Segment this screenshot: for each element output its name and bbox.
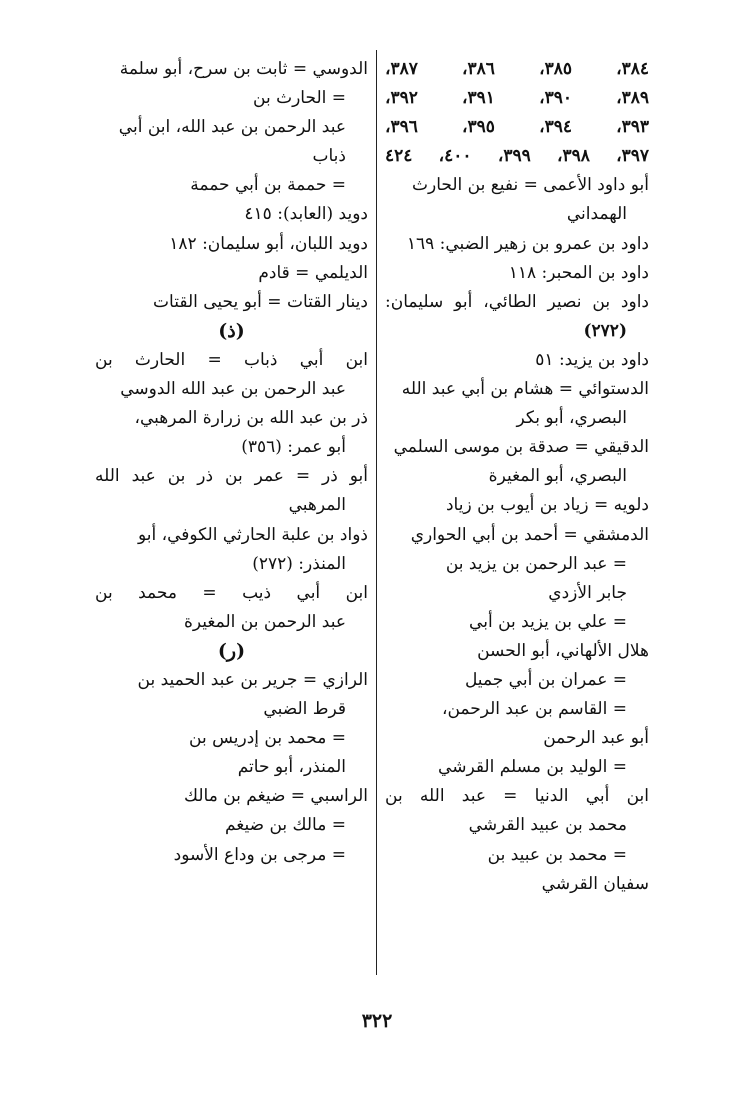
index-entry-line: محمد بن عبيد القرشي xyxy=(468,815,627,836)
index-entry-line: الهمداني xyxy=(566,204,627,225)
index-entry-line: المنذر: (٢٧٢) xyxy=(252,553,346,574)
index-entry-line: = مرجى بن وداع الأسود xyxy=(173,844,346,865)
index-entry-line: داود بن المحبر: ١١٨ xyxy=(508,262,649,283)
index-entry-line: البصري، أبو بكر xyxy=(516,408,627,429)
index-entry-line: ابن أبي ذباب = الحارث بن xyxy=(95,349,368,370)
index-entry-line: = عبد الرحمن بن يزيد بن xyxy=(445,553,627,574)
index-entry-line: = عمران بن أبي جميل xyxy=(464,669,627,690)
index-entry-line: = الحارث بن xyxy=(253,88,346,109)
index-entry-line: ذر بن عبد الله بن زرارة المرهبي، xyxy=(134,408,368,429)
index-entry-line: المنذر، أبو حاتم xyxy=(237,757,346,778)
index-entry-line: الراسبي = ضيغم بن مالك xyxy=(184,786,368,807)
index-entry-line: الدستوائي = هشام بن أبي عبد الله xyxy=(401,379,649,400)
index-entry-line: أبو ذر = عمر بن ذر بن عبد الله xyxy=(95,466,368,487)
index-entry-line: الرازي = جرير بن عبد الحميد بن xyxy=(137,669,368,690)
index-entry-line: الدقيقي = صدقة بن موسى السلمي xyxy=(393,437,649,458)
index-entry-line: الديلمي = قادم xyxy=(258,262,368,283)
index-entry-line: أبو داود الأعمى = نفيع بن الحارث xyxy=(412,175,649,196)
index-entry-line: = القاسم بن عبد الرحمن، xyxy=(441,699,627,720)
index-entry-line: ٣٨٤، ٣٨٥، ٣٨٦، ٣٨٧، xyxy=(385,59,649,79)
index-entry-line: ابن أبي ذيب = محمد بن xyxy=(95,582,368,603)
index-entry-line: ٣٨٩، ٣٩٠، ٣٩١، ٣٩٢، xyxy=(385,88,649,109)
index-entry-line: سفيان القرشي xyxy=(541,873,649,894)
right-column xyxy=(385,55,649,899)
index-entry-line: ابن أبي الدنيا = عبد الله بن xyxy=(385,786,649,807)
index-entry-line: داود بن يزيد: ٥١ xyxy=(535,349,649,370)
index-entry-line: عبد الرحمن بن المغيرة xyxy=(184,611,346,632)
section-letter-heading: (ذ) xyxy=(218,319,245,342)
index-entry-line: داود بن عمرو بن زهير الضبي: ١٦٩ xyxy=(406,233,649,254)
index-entry-line: داود بن نصير الطائي، أبو سليمان: xyxy=(385,291,649,312)
index-entry-line: = علي بن يزيد بن أبي xyxy=(469,611,627,632)
index-entry-line: = محمد بن إدريس بن xyxy=(189,728,346,749)
index-entry-line: البصري، أبو المغيرة xyxy=(488,466,627,487)
index-entry-line: المرهبي xyxy=(288,495,346,516)
index-entry-line: = الوليد بن مسلم القرشي xyxy=(438,757,627,778)
page-number: ٣٢٢ xyxy=(361,1010,393,1032)
index-entry-line: ذباب xyxy=(312,146,346,167)
index-entry-line: عبد الرحمن بن عبد الله الدوسي xyxy=(120,379,346,400)
index-entry-line: أبو عمر: (٣٥٦) xyxy=(241,437,346,458)
index-entry-line: دويد اللبان، أبو سليمان: ١٨٢ xyxy=(169,233,368,254)
index-entry-line: دينار القتات = أبو يحيى القتات xyxy=(153,291,368,312)
index-entry-line: الدوسي = ثابت بن سرح، أبو سلمة xyxy=(119,59,368,79)
index-entry-line: ٣٩٧، ٣٩٨، ٣٩٩، ٤٠٠، ٤٢٤ xyxy=(385,146,649,167)
index-entry-line: قرط الضبي xyxy=(263,699,346,720)
index-entry-line: = حممة بن أبي حممة xyxy=(190,175,346,196)
index-entry-line: = مالك بن ضيغم xyxy=(224,815,346,836)
section-letter-heading: (ر) xyxy=(217,639,246,662)
index-entry-line: عبد الرحمن بن عبد الله، ابن أبي xyxy=(118,117,346,138)
index-entry-line: ذواد بن علبة الحارثي الكوفي، أبو xyxy=(137,524,368,545)
index-entry-line: ٣٩٣، ٣٩٤، ٣٩٥، ٣٩٦، xyxy=(385,117,649,138)
index-entry-line: (٢٧٢) xyxy=(583,320,627,341)
index-entry-line: دلويه = زياد بن أيوب بن زياد xyxy=(445,495,649,516)
index-entry-line: = محمد بن عبيد بن xyxy=(487,844,627,865)
index-entry-line: أبو عبد الرحمن xyxy=(543,728,649,749)
index-entry-line: هلال الألهاني، أبو الحسن xyxy=(477,640,649,661)
index-entry-line: جابر الأزدي xyxy=(548,582,627,603)
index-entry-line: الدمشقي = أحمد بن أبي الحواري xyxy=(410,524,649,545)
index-entry-line: دويد (العابد): ٤١٥ xyxy=(244,204,368,225)
column-divider xyxy=(376,50,377,975)
left-column xyxy=(95,55,368,870)
